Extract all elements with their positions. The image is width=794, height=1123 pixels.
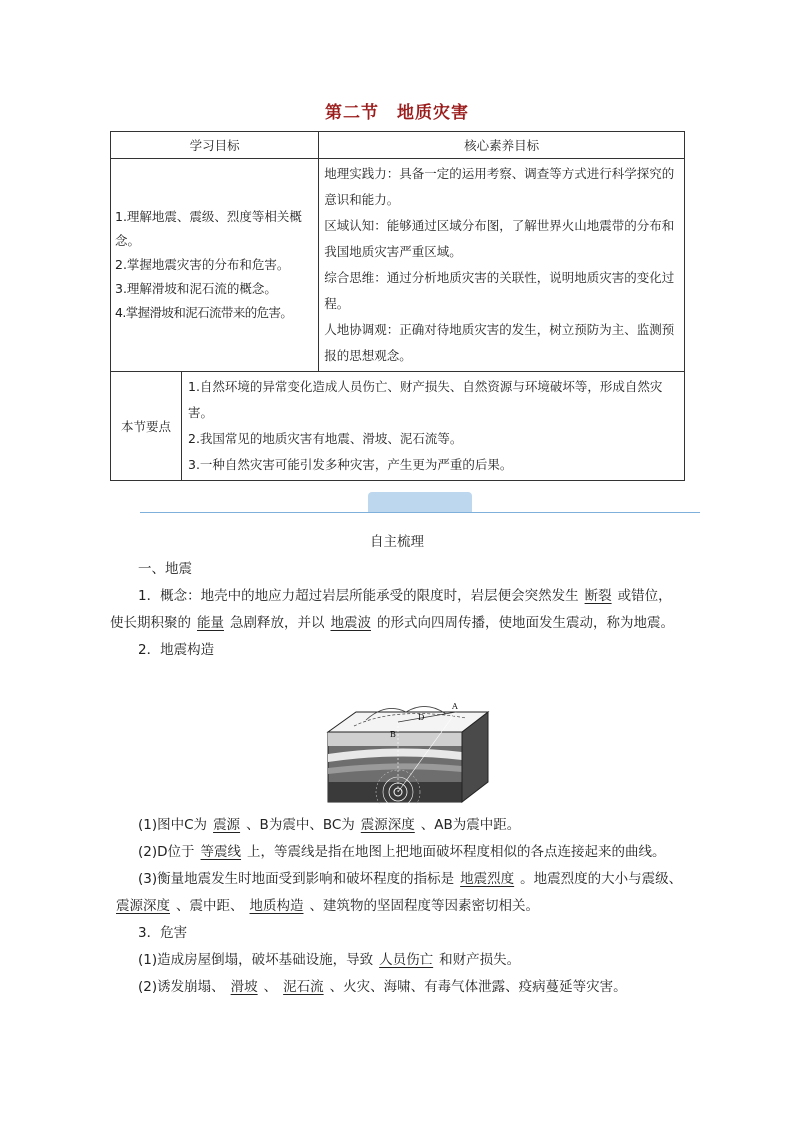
label-b: B	[390, 730, 396, 739]
section-heading: 自主梳理	[370, 534, 424, 550]
page-title: 第二节 地质灾害	[325, 103, 469, 123]
earthquake-section-top	[110, 556, 684, 664]
learning-goals-cell	[111, 159, 319, 372]
learning-goal: 4.掌握滑坡和泥石流带来的危害。	[115, 305, 293, 320]
text: 、AB为震中距。	[420, 817, 521, 833]
text: 上，等震线是指在地图上把地面破坏程度相似的各点连接起来的曲线。	[247, 844, 666, 860]
goals-table	[110, 131, 685, 481]
text: 急剧释放，并以	[230, 615, 325, 631]
text: 1．概念：地壳中的地应力超过岩层所能承受的限度时，岩层便会突然发生	[138, 588, 579, 604]
question-3	[110, 866, 684, 920]
structure-heading: 2．地震构造	[138, 642, 215, 658]
core-goal: 区域认知：能够通过区域分布图，了解世界火山地震带的分布和我国地质灾害严重区域。	[324, 218, 675, 259]
key-point: 3.一种自然灾害可能引发多种灾害，产生更为严重的后果。	[188, 457, 513, 472]
text: 、	[263, 979, 278, 995]
core-goal: 综合思维：通过分析地质灾害的关联性，说明地质灾害的变化过程。	[324, 270, 675, 311]
core-goal: 人地协调观：正确对待地质灾害的发生，树立预防为主、监测预报的思想观念。	[324, 322, 675, 363]
learning-goal: 3.理解滑坡和泥石流的概念。	[115, 281, 277, 296]
answer-blank: 震源深度	[360, 817, 415, 833]
text: 、B为震中、BC为	[246, 817, 355, 833]
label-a: A	[452, 702, 458, 711]
label-d: D	[418, 713, 425, 722]
answer-blank: 滑坡	[230, 979, 258, 995]
core-goals-cell	[319, 159, 685, 372]
answer-blank: 断裂	[584, 588, 612, 604]
answer-blank: 地震波	[330, 615, 371, 631]
harm-1	[110, 947, 684, 974]
text: 。地震烈度的大小与震级、	[520, 871, 683, 887]
section-tab-decoration	[368, 492, 472, 512]
core-goals-header: 核心素养目标	[319, 132, 685, 159]
earthquake-heading: 一、地震	[138, 561, 192, 577]
answer-blank: 等震线	[200, 844, 242, 860]
learning-goal: 2.掌握地震灾害的分布和危害。	[115, 257, 290, 272]
text: (1)造成房屋倒塌，破坏基础设施，导致	[138, 952, 374, 968]
answer-blank: 地震烈度	[460, 871, 515, 887]
text: (2)D位于	[138, 844, 195, 860]
learning-goal: 1.理解地震、震级、烈度等相关概念。	[115, 209, 302, 248]
text: (2)诱发崩塌、	[138, 979, 225, 995]
text: 、震中距、	[176, 898, 244, 914]
key-points-label: 本节要点	[111, 372, 182, 481]
answer-blank: 能量	[197, 615, 224, 631]
harm-2	[110, 974, 684, 1001]
text: 、建筑物的坚固程度等因素密切相关。	[309, 898, 539, 914]
earthquake-structure-diagram	[326, 692, 490, 804]
key-points-cell	[182, 372, 685, 481]
top-face	[328, 712, 488, 732]
deep-layer	[328, 782, 462, 802]
text: 或错位，使长期积聚的	[110, 588, 672, 631]
concept-paragraph	[110, 583, 684, 637]
answer-blank: 震源	[213, 817, 241, 833]
text: 的形式向四周传播，使地面发生震动，称为地震。	[377, 615, 674, 631]
key-point: 2.我国常见的地质灾害有地震、滑坡、泥石流等。	[188, 431, 463, 446]
text: (1)图中C为	[138, 817, 208, 833]
section-divider	[140, 512, 700, 513]
answer-blank: 地质构造	[249, 898, 304, 914]
harm-heading: 3．危害	[138, 925, 188, 941]
core-goal: 地理实践力：具备一定的运用考察、调查等方式进行科学探究的意识和能力。	[324, 166, 675, 207]
answer-blank: 泥石流	[283, 979, 324, 995]
question-2	[110, 839, 684, 866]
text: (3)衡量地震发生时地面受到影响和破坏程度的指标是	[138, 871, 455, 887]
answer-blank: 震源深度	[116, 898, 170, 914]
key-point: 1.自然环境的异常变化造成人员伤亡、财产损失、自然资源与环境破坏等，形成自然灾害。	[188, 379, 663, 420]
learning-goals-header: 学习目标	[111, 132, 319, 159]
text: 和财产损失。	[439, 952, 521, 968]
question-1	[110, 812, 684, 839]
answer-blank: 人员伤亡	[379, 952, 434, 968]
text: 、火灾、海啸、有毒气体泄露、疫病蔓延等灾害。	[329, 979, 627, 995]
earthquake-section-bottom	[110, 812, 684, 1001]
